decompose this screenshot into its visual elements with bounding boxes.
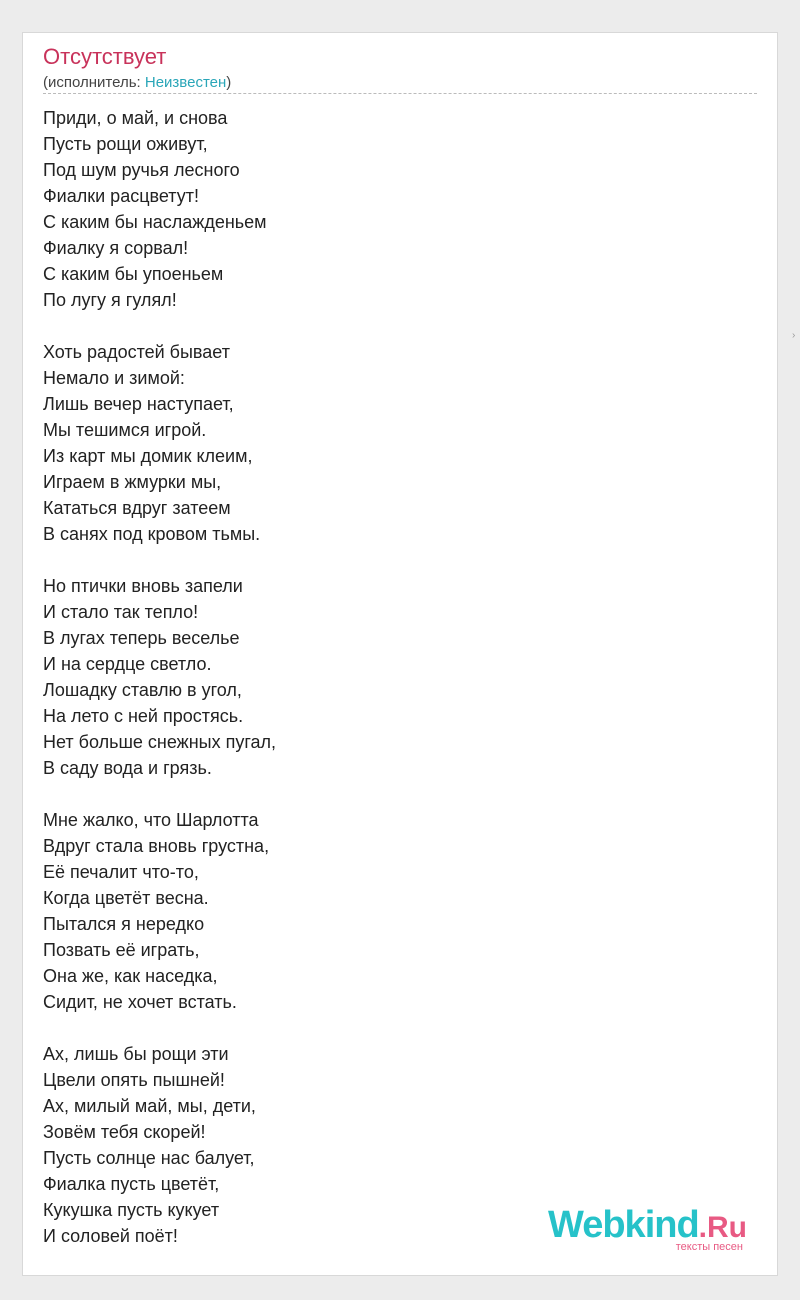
lyric-line: Под шум ручья лесного (43, 160, 240, 180)
lyric-line: Фиалка пусть цветёт, (43, 1174, 220, 1194)
lyric-line: Её печалит что-то, (43, 862, 199, 882)
performer-suffix: ) (226, 74, 232, 91)
lyric-line: Пусть рощи оживут, (43, 134, 208, 154)
logo-domain: .Ru (698, 1211, 747, 1244)
lyric-line: Пусть солнце нас балует, (43, 1148, 255, 1168)
stanza-1 (43, 105, 743, 313)
lyric-line: Вдруг стала вновь грустна, (43, 836, 270, 856)
lyric-line: Позвать её играть, (43, 940, 200, 960)
chevron-right-icon: › (792, 330, 796, 341)
lyric-line: Зовём тебя скорей! (43, 1122, 206, 1142)
lyric-line: И на сердце светло. (43, 654, 212, 674)
lyric-line: Цвели опять пышней! (43, 1070, 225, 1090)
lyric-line: Ах, лишь бы рощи эти (43, 1044, 229, 1064)
lyric-line: Мы тешимся игрой. (43, 420, 207, 440)
lyric-line: На лето с ней простясь. (43, 706, 244, 726)
lyric-line: Фиалку я сорвал! (43, 238, 189, 258)
lyric-line: Нет больше снежных пугал, (43, 732, 277, 752)
lyrics-text (43, 105, 743, 1275)
lyric-line: Но птички вновь запели (43, 576, 243, 596)
stanza-2 (43, 339, 743, 547)
lyric-line: В лугах теперь веселье (43, 628, 240, 648)
lyrics-card (22, 32, 778, 1276)
lyric-line: И соловей поёт! (43, 1226, 178, 1246)
lyric-line: Немало и зимой: (43, 368, 185, 388)
lyric-line: И стало так тепло! (43, 602, 199, 622)
lyric-line: Кукушка пусть кукует (43, 1200, 220, 1220)
lyric-line: Сидит, не хочет встать. (43, 992, 237, 1012)
performer-line (43, 73, 231, 93)
stanza-4 (43, 807, 743, 1015)
lyric-line: С каким бы наслажденьем (43, 212, 267, 232)
performer-link[interactable]: Неизвестен (144, 74, 227, 91)
lyric-line: Приди, о май, и снова (43, 108, 228, 128)
lyric-line: Лошадку ставлю в угол, (43, 680, 242, 700)
lyric-line: В саду вода и грязь. (43, 758, 212, 778)
lyric-line: Ах, милый май, мы, дети, (43, 1096, 256, 1116)
lyric-line: По лугу я гулял! (43, 290, 177, 310)
lyric-line: Она же, как наседка, (43, 966, 218, 986)
lyric-line: С каким бы упоеньем (43, 264, 224, 284)
lyric-line: В санях под кровом тьмы. (43, 524, 261, 544)
logo-main: Webkind (548, 1204, 699, 1246)
divider (43, 93, 757, 94)
stanza-3 (43, 573, 743, 781)
lyric-line: Из карт мы домик клеим, (43, 446, 253, 466)
lyric-line: Мне жалко, что Шарлотта (43, 810, 259, 830)
webkind-logo[interactable] (548, 1206, 747, 1253)
lyric-line: Когда цветёт весна. (43, 888, 209, 908)
lyric-line: Лишь вечер наступает, (43, 394, 234, 414)
song-title: Отсутствует (43, 44, 167, 69)
logo-tagline: тексты песен (675, 1241, 743, 1253)
lyric-line: Пытался я нередко (43, 914, 205, 934)
lyric-line: Фиалки расцветут! (43, 186, 199, 206)
lyric-line: Играем в жмурки мы, (43, 472, 222, 492)
lyric-line: Кататься вдруг затеем (43, 498, 231, 518)
performer-prefix: (исполнитель: (43, 74, 145, 91)
lyric-line: Хоть радостей бывает (43, 342, 230, 362)
